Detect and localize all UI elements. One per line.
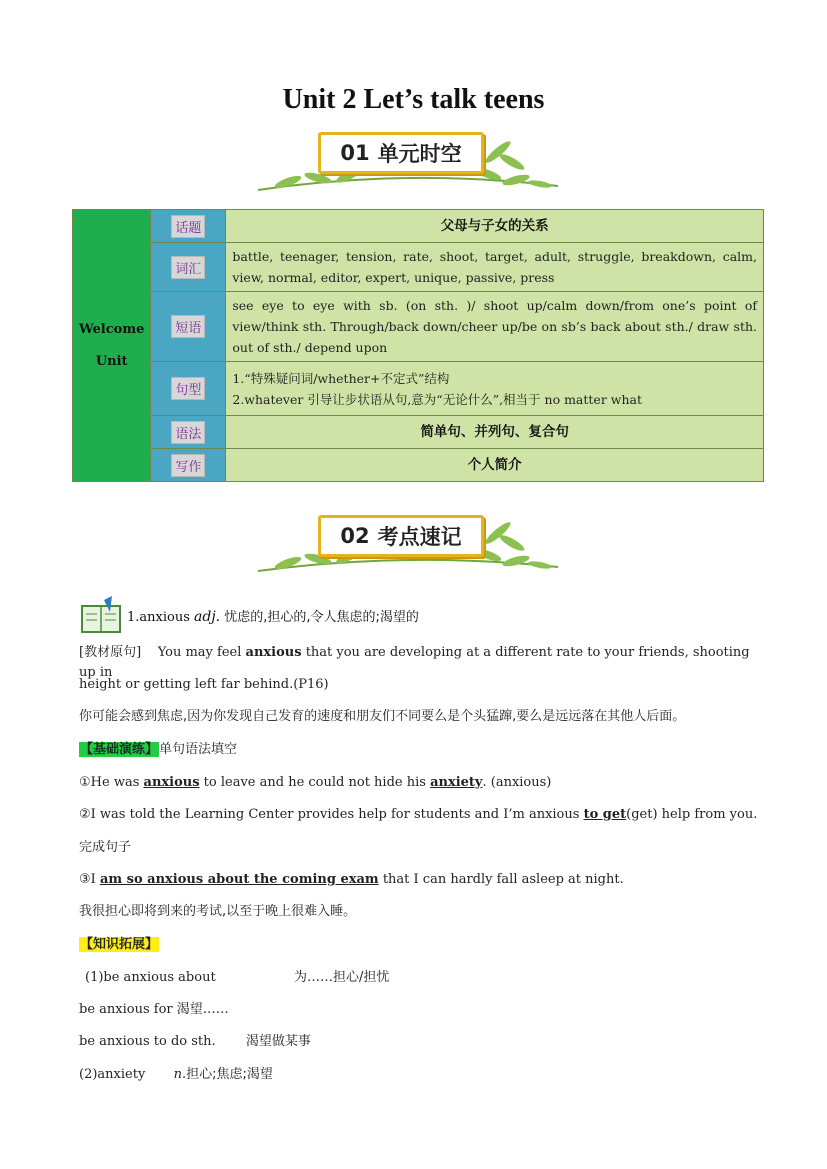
exercise-text: to leave and he could not hide his	[203, 775, 426, 790]
exercise-text: I was told the Learning Center provides help for students and I’m anxious	[90, 807, 580, 822]
exercise-text: that I can hardly fall asleep at night.	[382, 872, 624, 887]
table-row	[73, 449, 764, 482]
content-cell: 个人简介	[226, 449, 764, 482]
category-cell	[151, 292, 226, 362]
source-translation: 你可能会感到焦虑,因为你发现自己发育的速度和朋友们不同要么是个头猛蹿,要么是远远落在其他人后面。	[79, 709, 686, 724]
source-label: [教材原句]	[79, 645, 142, 660]
exercise-text: (get) help from you.	[626, 807, 758, 822]
category-label: 写作	[171, 454, 205, 477]
content-cell: see eye to eye with sb. (on sth. )/ shoot up/calm down/from one’s point of view/think sth. Through/back down/cheer up/be on sb’s back about sth./ draw sth. out of sth./ depend upon	[226, 292, 764, 362]
section-label	[318, 515, 484, 557]
table-row	[73, 292, 764, 362]
table-row	[73, 243, 764, 292]
category-cell	[151, 449, 226, 482]
table-row	[73, 210, 764, 243]
category-cell	[151, 362, 226, 416]
extension-item-3	[79, 1032, 759, 1052]
practice-title: 单句语法填空	[159, 742, 238, 757]
section-number: 02	[340, 524, 370, 548]
exercise-text: I	[90, 872, 96, 887]
exercise-text: He was	[90, 775, 140, 790]
extension-phrase: (1)be anxious about	[85, 970, 216, 985]
practice-heading	[79, 740, 759, 760]
exercise-number: ①	[79, 775, 91, 790]
answer: anxiety	[430, 775, 483, 790]
extension-heading	[79, 935, 759, 955]
category-label: 话题	[171, 215, 205, 238]
exercise-text: . (anxious)	[482, 775, 552, 790]
extension-meaning: 渴望做某事	[245, 1034, 311, 1049]
unit-overview-table	[72, 209, 764, 482]
content-cell: battle, teenager, tension, rate, shoot, target, adult, struggle, breakdown, calm, view, normal, editor, expert, unique, passive, press	[226, 243, 764, 292]
category-cell	[151, 243, 226, 292]
vocab-heading	[127, 606, 419, 625]
exercise-3	[79, 870, 759, 890]
exercise-1	[79, 773, 759, 793]
category-cell	[151, 416, 226, 449]
extension-item-1	[85, 968, 765, 988]
section-label	[318, 132, 484, 174]
part-of-speech: n.	[173, 1067, 187, 1082]
section-banner-key-points	[248, 511, 568, 583]
notebook-pen-icon	[80, 596, 124, 634]
vocab-meaning: 忧虑的,担心的,令人焦虑的;渴望的	[224, 610, 419, 625]
category-cell	[151, 210, 226, 243]
complete-sentence-title: 完成句子	[79, 840, 132, 855]
section-number: 01	[340, 141, 370, 165]
section-banner-unit-overview	[248, 128, 568, 200]
section-title: 考点速记	[377, 525, 462, 549]
exercise-number: ③	[79, 872, 91, 887]
source-keyword: anxious	[245, 645, 302, 660]
source-text-post: that you are developing at a different rate to your friends, shooting up in	[79, 645, 750, 680]
section-title: 单元时空	[377, 142, 462, 166]
exercise-number: ②	[79, 807, 91, 822]
answer: anxious	[143, 775, 200, 790]
sentence-pattern-1: 1.“特殊疑问词/whether+不定式”结构	[232, 370, 450, 386]
table-row	[73, 362, 764, 416]
sentence-pattern-2: 2.whatever 引导让步状语从句,意为“无论什么”,相当于 no matter what	[232, 391, 643, 407]
part-of-speech: adj.	[194, 609, 221, 625]
unit-cell	[73, 210, 151, 482]
category-label: 词汇	[171, 256, 205, 279]
category-label: 句型	[171, 377, 205, 400]
practice-tag: 【基础演练】	[80, 742, 159, 757]
content-cell	[226, 362, 764, 416]
extension-meaning: 为……担心/担忧	[293, 970, 390, 985]
extension-item-2: be anxious for 渴望……	[79, 1002, 229, 1017]
extension-meaning: 担心;焦虑;渴望	[186, 1067, 273, 1082]
exercise-3-translation: 我很担心即将到来的考试,以至于晚上很难入睡。	[79, 904, 357, 919]
answer: am so anxious about the coming exam	[99, 872, 379, 887]
answer: to get	[583, 807, 627, 822]
unit-label-line1: Welcome	[79, 321, 145, 337]
source-sentence-cont: height or getting left far behind.(P16)	[79, 677, 329, 692]
extension-tag: 【知识拓展】	[80, 937, 159, 952]
content-cell: 简单句、并列句、复合句	[226, 416, 764, 449]
category-label: 语法	[171, 421, 205, 444]
exercise-2	[79, 805, 759, 825]
category-label: 短语	[171, 315, 205, 338]
extension-phrase: (2)anxiety	[79, 1067, 146, 1082]
source-text-pre: You may feel	[157, 645, 242, 660]
extension-item-4	[79, 1065, 759, 1085]
unit-label-line2: Unit	[95, 353, 128, 369]
extension-phrase: be anxious to do sth.	[79, 1034, 216, 1049]
content-cell: 父母与子女的关系	[226, 210, 764, 243]
page-title: Unit 2 Let’s talk teens	[282, 84, 545, 115]
table-row	[73, 416, 764, 449]
vocab-word: 1.anxious	[127, 610, 190, 625]
